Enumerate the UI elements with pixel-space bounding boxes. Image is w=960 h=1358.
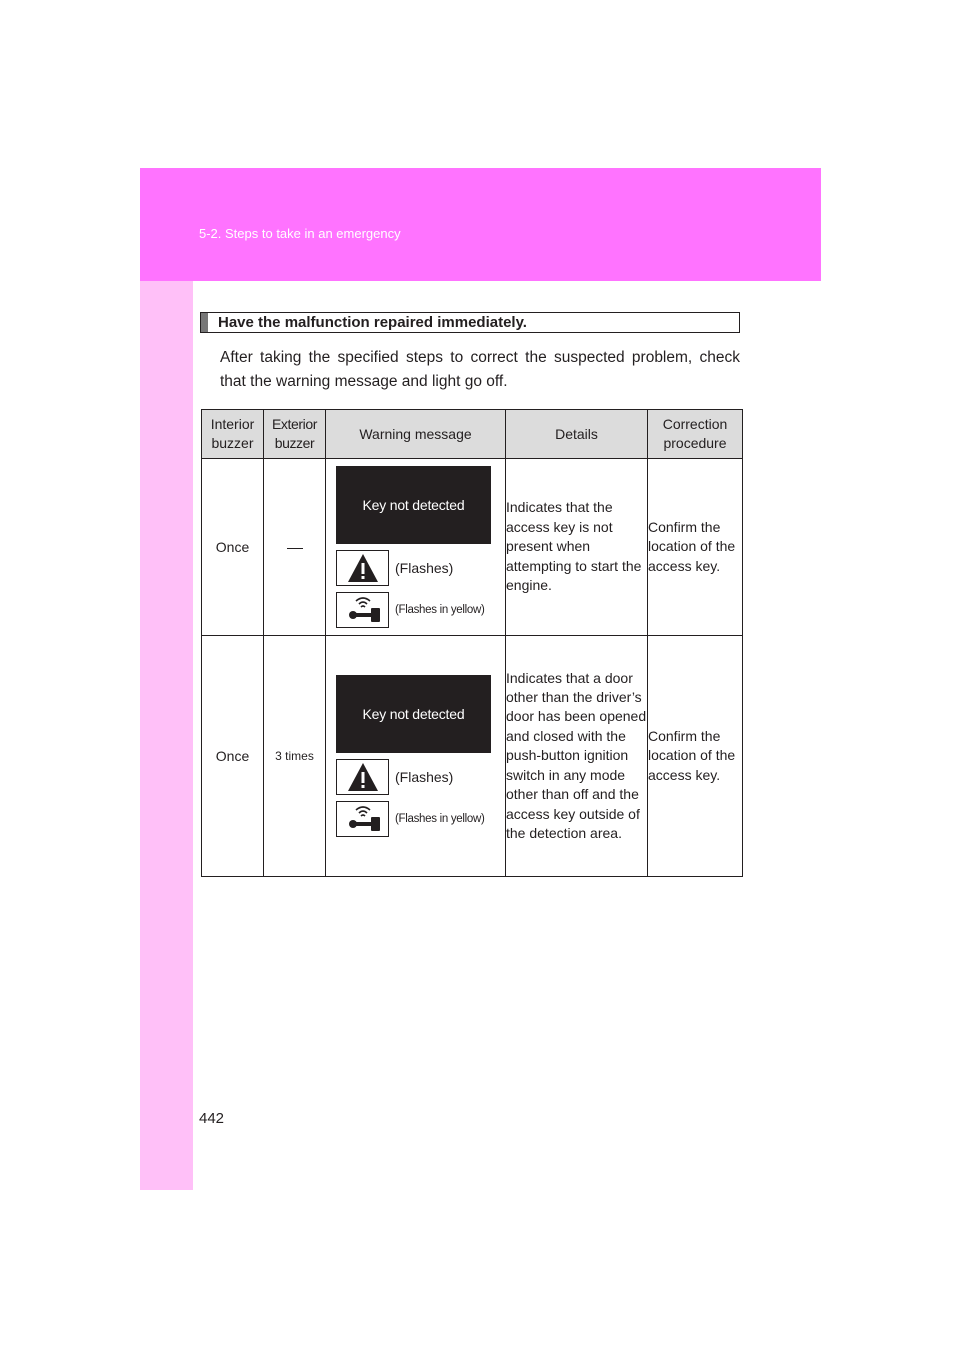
smart-key-signal-icon [336, 592, 389, 628]
details-cell: Indicates that a door other than the driver’s door has been opened and closed with the push-button ignition switch in any mode other than off and the access key outside of the detection area. [506, 636, 648, 877]
page-number: 442 [199, 1110, 225, 1127]
exterior-buzzer-cell [264, 459, 326, 636]
details-cell: Indicates that the access key is not present when attempting to start the engine. [506, 459, 648, 636]
icon-label: (Flashes in yellow) [395, 813, 485, 825]
icon-label: (Flashes in yellow) [395, 604, 485, 616]
message-display: Key not detected [336, 466, 491, 544]
interior-buzzer-cell: Once [202, 459, 264, 636]
intro-paragraph: After taking the specified steps to correct the suspected problem, check that the warning message and light go off. [220, 349, 740, 390]
section-heading [200, 312, 740, 333]
warning-message-cell [326, 636, 506, 877]
heading-bar [201, 313, 208, 332]
warning-table [201, 409, 743, 877]
icon-label: (Flashes) [395, 560, 454, 576]
table-row [202, 636, 743, 877]
warning-triangle-icon [336, 550, 389, 586]
col-details: Details [506, 410, 648, 459]
col-interior-buzzer: Interior buzzer [202, 410, 264, 459]
icon-label: (Flashes) [395, 769, 454, 785]
interior-buzzer-cell: Once [202, 636, 264, 877]
col-correction: Correction procedure [648, 410, 743, 459]
dash-mark [287, 548, 303, 549]
smart-key-signal-icon [336, 801, 389, 837]
col-exterior-buzzer: Exterior buzzer [264, 410, 326, 459]
side-strip [140, 168, 193, 1190]
exterior-buzzer-cell: 3 times [264, 636, 326, 877]
correction-cell: Confirm the location of the access key. [648, 459, 743, 636]
header-band [140, 168, 821, 281]
warning-message-cell [326, 459, 506, 636]
correction-cell: Confirm the location of the access key. [648, 636, 743, 877]
message-display: Key not detected [336, 675, 491, 753]
table-row [202, 459, 743, 636]
heading-text: Have the malfunction repaired immediately. [218, 314, 527, 331]
section-header: 5-2. Steps to take in an emergency [199, 226, 401, 241]
warning-triangle-icon [336, 759, 389, 795]
table-header-row [202, 410, 743, 459]
col-warning-message: Warning message [326, 410, 506, 459]
